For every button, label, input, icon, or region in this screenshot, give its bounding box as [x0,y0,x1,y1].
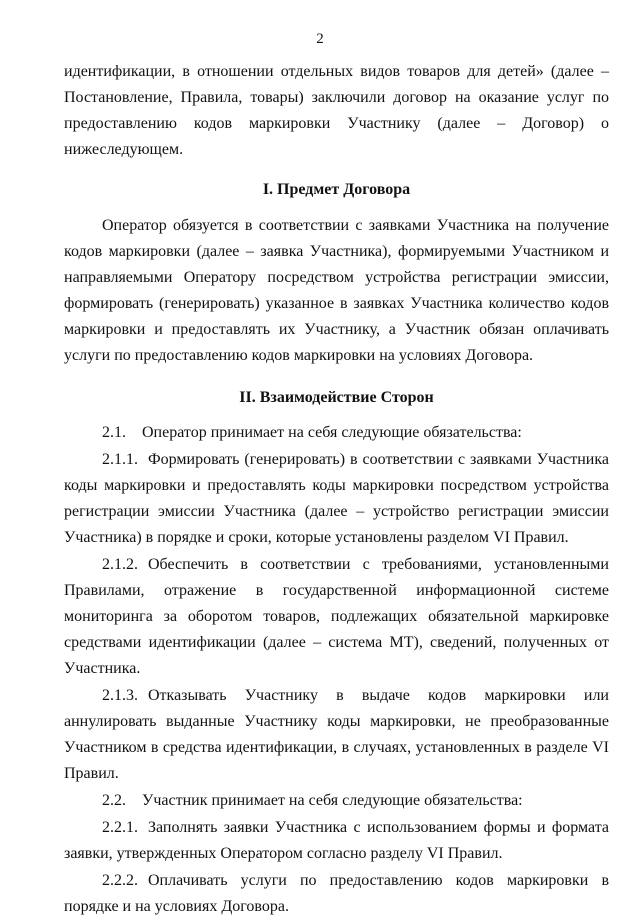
clause-number: 2.2. [102,792,126,809]
clause-number: 2.1.3. [102,687,138,704]
section-2-body [64,420,609,920]
clause-number: 2.2.1. [102,819,138,836]
section-2 [64,385,609,411]
clause-text: Оплачивать услуги по предоставлению кодов маркировки в порядке и на условиях Договора. [64,872,609,915]
section-2-title: II. Взаимодействие Сторон [239,389,434,406]
intro-paragraph: идентификации, в отношении отдельных видов товаров для детей» (далее – Постановление, Правила, товары) заключили договор на оказание услуг по предоставлению кодов маркировки Участнику (далее – Договор) о нижеследующем. [64,63,609,158]
clause-2-1-2 [64,552,609,682]
section-1-paragraph: Оператор обязуется в соответствии с заявками Участника на получение кодов маркировки (далее – заявка Участника), формируемыми Участником и направляемыми Оператору посредством устройства регистрации эмиссии, формировать (генерировать) указанное в заявках Участника количество кодов маркировки и предоставлять их Участнику, а Участник обязан оплачивать услуги по предоставлению кодов маркировки на условиях Договора. [64,217,609,364]
clause-2-2-2 [64,868,609,920]
clause-number: 2.2.2. [102,872,138,889]
clause-number: 2.1. [102,424,126,441]
clause-2-2-1 [64,815,609,867]
clause-2-1-3 [64,683,609,787]
clause-number: 2.1.1. [102,451,138,468]
section-1 [64,177,609,203]
clause-text: Обеспечить в соответствии с требованиями, установленными Правилами, отражение в государственной информационной системе мониторинга за оборотом товаров, подлежащих обязательной маркировке средствами идентификации (далее – система МТ), сведений, полученных от Участника. [64,556,609,677]
section-1-body [64,213,609,369]
clause-number: 2.1.2. [102,556,138,573]
page-number: 2 [316,31,324,47]
clause-2-1-1 [64,447,609,551]
clause-text: Заполнять заявки Участника с использованием формы и формата заявки, утвержденных Оператором согласно разделу VI Правил. [64,819,609,862]
clause-2-2 [64,788,609,814]
clause-2-1 [64,420,609,446]
section-1-title: I. Предмет Договора [262,181,411,198]
clause-text: Оператор принимает на себя следующие обязательства: [142,424,522,441]
intro-block [64,59,609,163]
clause-text: Участник принимает на себя следующие обязательства: [142,792,523,809]
clause-text: Формировать (генерировать) в соответствии с заявками Участника коды маркировки и предоставлять коды маркировки посредством устройства регистрации эмиссии Участника (далее – устройство регистрации эмиссии Участника) в порядке и сроки, которые установлены разделом VI Правил. [64,451,609,546]
clause-text: Отказывать Участнику в выдаче кодов маркировки или аннулировать выданные Участнику коды маркировки, не преобразованные Участником в средства идентификации, в случаях, установленных в разделе VI Правил. [64,687,609,782]
